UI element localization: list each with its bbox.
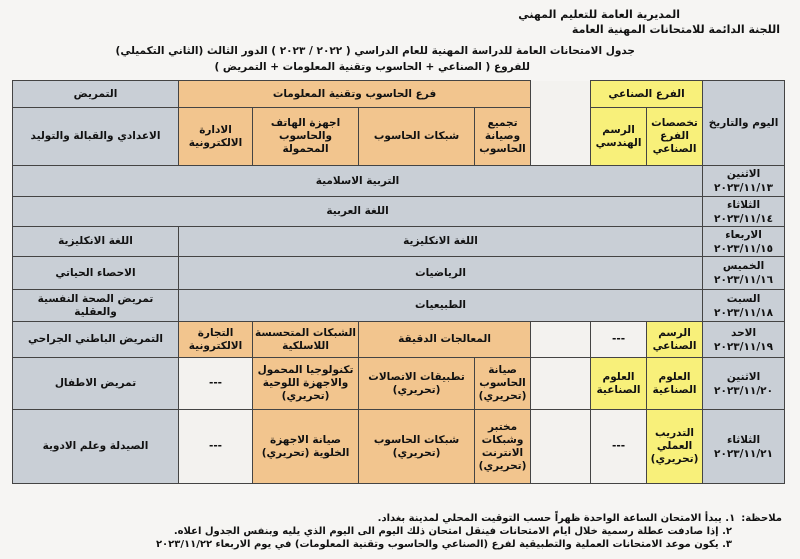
spacer-cell [531,322,591,358]
spacer-cell [531,81,591,166]
header-branches: للفروع ( الصناعي + الحاسوب وتقنية المعلومات + التمريض ) [214,61,530,73]
header-schedule-title: جدول الامتحانات العامة للدراسة المهنية للعام الدراسي ( ٢٠٢٢ / ٢٠٢٣ ) الدور الثالث (الثاني التكميلي) [115,45,635,57]
day-cell: الاثنين ٢٠٢٣/١١/١٣ [703,166,785,197]
industrial-subject-cell: الرسم الصناعي [647,322,703,358]
day-cell: الاربعاء ٢٠٢٣/١١/١٥ [703,227,785,257]
computer-subject-cell: شبكات الحاسوب (تحريري) [359,410,475,484]
spacer-cell [531,410,591,484]
mobile-header: اجهزة الهاتف والحاسوب المحمولة [253,108,359,166]
subject-cell: التربية الاسلامية [13,166,703,197]
subject-cell: اللغة العربية [13,197,703,227]
empty-cell: --- [591,322,647,358]
note-1: ١. يبدأ الامتحان الساعة الواحدة ظهراً حسب التوقيت المحلي لمدينة بغداد. [377,513,736,524]
nursing-subject-cell: تمريض الاطفال [13,358,179,410]
computer-subject-cell: صيانة الاجهزة الخلوية (تحريري) [253,410,359,484]
spacer-cell [531,358,591,410]
day-date-header: اليوم والتاريخ [703,81,785,166]
header-directorate: المديرية العامة للتعليم المهني [518,8,680,21]
empty-cell: --- [179,358,253,410]
note-2: ٢. إذا صادفت عطلة رسمية خلال ايام الامتحانات فينقل امتحان ذلك اليوم الى اليوم الذي يليه وبنفس الجدول اعلاه. [173,526,732,537]
subject-cell: الرياضيات [179,257,703,290]
empty-cell: --- [591,410,647,484]
notes-section [12,512,782,551]
nursing-subject-cell: التمريض الباطني الجراحي [13,322,179,358]
assembly-header: تجميع وصيانة الحاسوب [475,108,531,166]
exam-table [12,80,785,484]
day-cell: الثلاثاء ٢٠٢٣/١١/١٤ [703,197,785,227]
computer-subject-cell: تكنولوجيا المحمول والاجهزة اللوحية (تحريري) [253,358,359,410]
industrial-subject-cell: التدريب العملي (تحريري) [647,410,703,484]
empty-cell: --- [179,410,253,484]
document-header [0,8,800,86]
industrial-subject-cell: العلوم الصناعية [647,358,703,410]
notes-label: ملاحظة: [741,513,782,524]
note-3: ٣. يكون موعد الامتحانات العملية والتطبيقية لفرع (الصناعي والحاسوب وتقنية المعلومات) في يوم الاربعاء ٢٠٢٣/١١/٢٢ [155,539,732,550]
nursing-subject-cell: اللغة الانكليزية [13,227,179,257]
day-cell: الثلاثاء ٢٠٢٣/١١/٢١ [703,410,785,484]
day-cell: السبت ٢٠٢٣/١١/١٨ [703,290,785,322]
industrial-branch-header: الفرع الصناعي [591,81,703,108]
industrial-subject-cell: العلوم الصناعية [591,358,647,410]
nursing-sub-header: الاعدادي والقبالة والتوليد [13,108,179,166]
day-cell: الاثنين ٢٠٢٣/١١/٢٠ [703,358,785,410]
e-management-header: الادارة الالكترونية [179,108,253,166]
day-cell: الاحد ٢٠٢٣/١١/١٩ [703,322,785,358]
nursing-subject-cell: الصيدلة وعلم الادوية [13,410,179,484]
header-committee: اللجنة الدائمة للامتحانات المهنية العامة [571,23,780,36]
computer-subject-cell: تطبيقات الاتصالات (تحريري) [359,358,475,410]
nursing-subject-cell: الاحصاء الحياتي [13,257,179,290]
subject-cell: الطبيعيات [179,290,703,322]
nursing-subject-cell: تمريض الصحة النفسية والعقلية [13,290,179,322]
industrial-specs-header: تخصصات الفرع الصناعي [647,108,703,166]
day-cell: الخميس ٢٠٢٣/١١/١٦ [703,257,785,290]
engineering-drawing-header: الرسم الهندسي [591,108,647,166]
computer-subject-cell: المعالجات الدقيقة [359,322,531,358]
computer-subject-cell: صيانة الحاسوب (تحريري) [475,358,531,410]
computer-subject-cell: مختبر وشبكات الانترنت (تحريري) [475,410,531,484]
computer-subject-cell: الشبكات المتحسسة اللاسلكية [253,322,359,358]
networks-header: شبكات الحاسوب [359,108,475,166]
computer-subject-cell: التجارة الالكترونية [179,322,253,358]
computer-branch-header: فرع الحاسوب وتقنية المعلومات [179,81,531,108]
nursing-header: التمريض [13,81,179,108]
subject-cell: اللغة الانكليزية [179,227,703,257]
